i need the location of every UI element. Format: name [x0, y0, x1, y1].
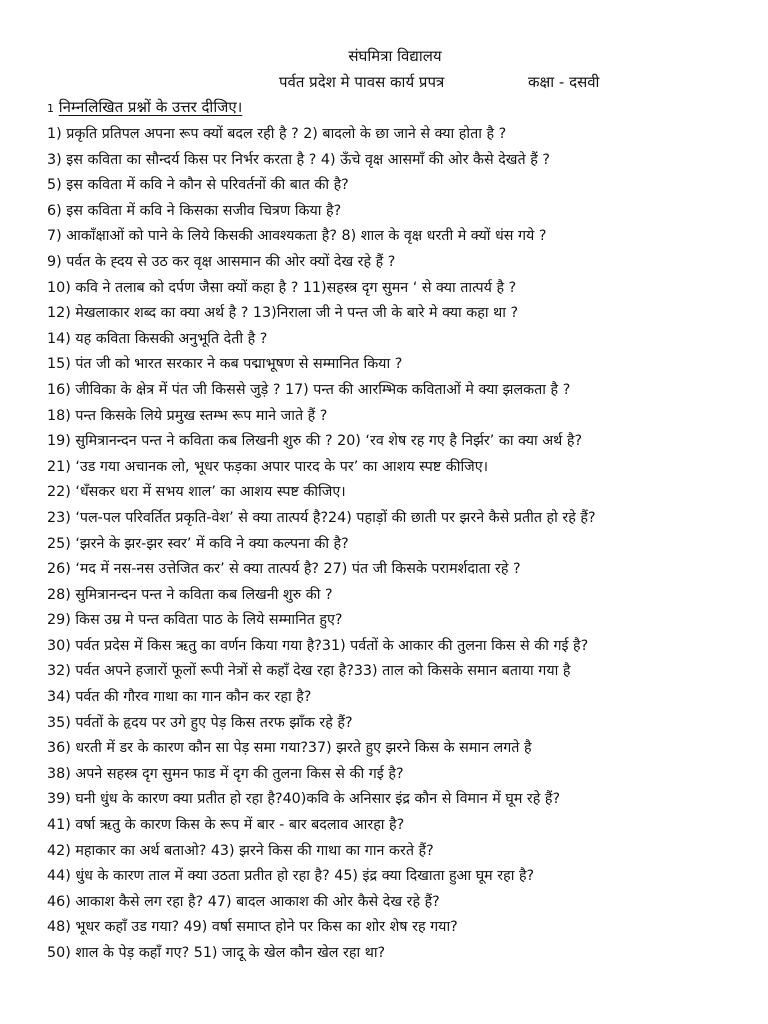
question-line: 38) अपने सहस्त्र दृग सुमन फाड में दृग की तुलना किस से की गई है? [47, 765, 404, 782]
school-name: संघमित्रा विद्यालय [348, 47, 442, 65]
section-heading [47, 97, 242, 119]
question-list [47, 122, 752, 967]
question-line: 39) घनी धुंध के कारण क्या प्रतीत हो रहा है?40)कवि के अनिसार इंद्र कौन से विमान में घूम रहे हैं? [47, 791, 561, 808]
question-line: 10) कवि ने तलाब को दर्पण जैसा क्यों कहा है ? 11)सहस्त्र दृग सुमन ‘ से क्या तात्पर्य है ? [47, 279, 517, 296]
question-line: 30) पर्वत प्रदेस में किस ऋतु का वर्णन किया गया है?31) पर्वतों के आकार की तुलना किस से की गई है? [47, 637, 589, 654]
question-line: 19) सुमित्रानन्दन पन्त ने कविता कब लिखनी शुरु की ? 20) ‘रव शेष रह गए है निर्झर’ का क्या अर्थ है? [47, 433, 583, 450]
question-line: 28) सुमित्रानन्दन पन्त ने कविता कब लिखनी शुरु की ? [47, 586, 333, 603]
question-line: 35) पर्वतों के हृदय पर उगे हुए पेड़ किस तरफ झाँक रहे हैं? [47, 714, 353, 731]
question-line: 16) जीविका के क्षेत्र में पंत जी किससे जुड़े ? 17) पन्त की आरम्भिक कविताओं मे क्या झलकता है ? [47, 381, 571, 398]
question-line: 18) पन्त किसके लिये प्रमुख स्तम्भ रूप माने जाते हैं ? [47, 407, 328, 424]
question-line: 12) मेखलाकार शब्द का क्या अर्थ है ? 13)निराला जी ने पन्त जी के बारे मे क्या कहा था ? [47, 305, 519, 322]
question-line: 15) पंत जी को भारत सरकार ने कब पद्माभूषण से सम्मानित किया ? [47, 356, 403, 373]
question-line: 25) ‘झरने के झर-झर स्वर’ में कवि ने क्या कल्पना की है? [47, 535, 349, 552]
question-line: 14) यह कविता किसकी अनुभूति देती है ? [47, 330, 268, 347]
question-line: 29) किस उम्र मे पन्त कविता पाठ के लिये सम्मानित हुए? [47, 612, 343, 629]
question-line: 41) वर्षा ऋतु के कारण किस के रूप में बार - बार बदलाव आरहा है? [47, 817, 405, 834]
question-line: 21) ‘उड गया अचानक लो, भूधर फड़का अपार पारद के पर’ का आशय स्पष्ट कीजिए। [47, 458, 489, 475]
worksheet-subtitle: पर्वत प्रदेश मे पावस कार्य प्रपत्र [279, 73, 445, 91]
question-line: 36) धरती में डर के कारण कौन सा पेड़ समा गया?37) झरते हुए झरने किस के समान लगते है [47, 740, 532, 757]
question-line: 6) इस कविता में कवि ने किसका सजीव चित्रण किया है? [47, 202, 342, 219]
question-line: 42) महाकार का अर्थ बताओ? 43) झरने किस की गाथा का गान करते हैं? [47, 842, 434, 859]
question-line: 1) प्रकृति प्रतिपल अपना रूप क्यों बदल रही है ? 2) बादलो के छा जाने से क्या होता है ? [47, 126, 507, 142]
question-line: 9) पर्वत के ह्दय से उठ कर वृक्ष आसमान की ओर क्यों देख रहे हैं ? [47, 253, 396, 270]
section-number: 1 [47, 102, 54, 115]
question-line: 7) आकाँक्षाओं को पाने के लिये किसकी आवश्यकता है? 8) शाल के वृक्ष धरती मे क्यों धंस गये ? [47, 228, 547, 245]
question-line: 32) पर्वत अपने हजारों फूलों रूपी नेत्रों से कहाँ देख रहा है?33) ताल को किसके समान बताया गया है [47, 663, 571, 680]
question-line: 5) इस कविता में कवि ने कौन से परिवर्तनों की बात की है? [47, 177, 349, 194]
question-line: 46) आकाश कैसे लग रहा है? 47) बादल आकाश की ओर कैसे देख रहे हैं? [47, 893, 440, 910]
question-line: 50) शाल के पेड़ कहाँ गए? 51) जादू के खेल कौन खेल रहा था? [47, 945, 386, 961]
class-label: कक्षा - दसवी [528, 73, 600, 91]
question-line: 48) भूधर कहाँ उड गया? 49) वर्षा समाप्त होने पर किस का शोर शेष रह गया? [47, 919, 458, 936]
question-line: 34) पर्वत की गौरव गाथा का गान कौन कर रहा है? [47, 689, 312, 706]
question-line: 23) ‘पल-पल परिवर्तित प्रकृति-वेश’ से क्या तात्पर्य है?24) पहाड़ों की छाती पर झरने कैसे प्रतीत हो रहे हैं? [47, 509, 596, 526]
section-heading-text: निम्नलिखित प्रश्नों के उत्तर दीजिए। [58, 98, 243, 116]
question-line: 26) ‘मद में नस-नस उत्तेजित कर’ से क्या तात्पर्य है? 27) पंत जी किसके परामर्शदाता रहे ? [47, 561, 521, 578]
question-line: 44) धुंध के कारण ताल में क्या उठता प्रतीत हो रहा है? 45) इंद्र क्या दिखाता हुआ घूम रहा है? [47, 868, 535, 885]
question-line: 22) ‘धँसकर धरा में सभय शाल’ का आशय स्पष्ट कीजिए। [47, 484, 346, 501]
question-line: 3) इस कविता का सौन्दर्य किस पर निर्भर करता है ? 4) ऊँचे वृक्ष आसमाँ की ओर कैसे देखते हैं ? [47, 151, 550, 168]
